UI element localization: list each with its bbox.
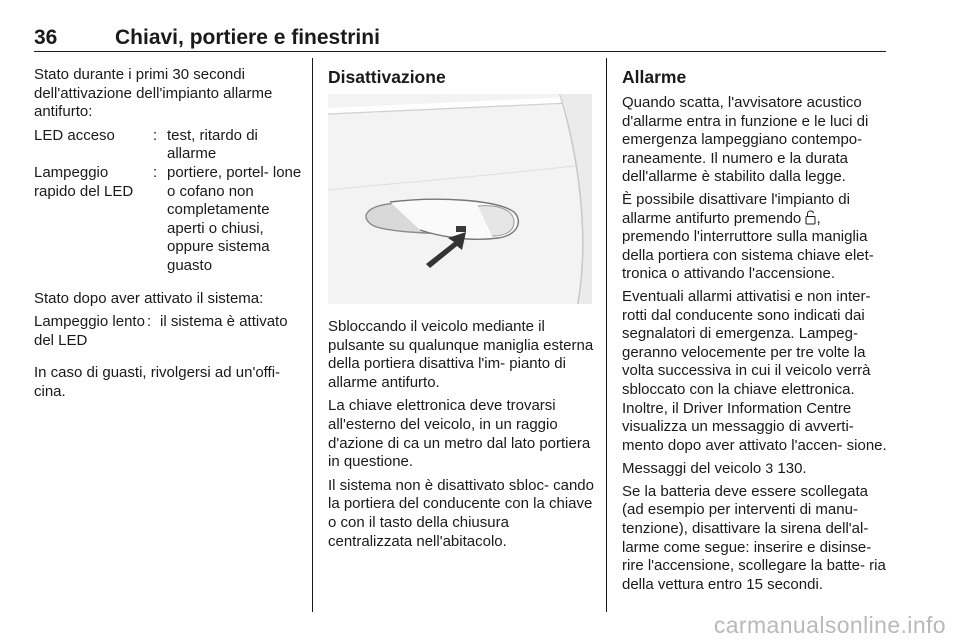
status-desc: portiere, portel- lone o cofano non completamente aperti o chiusi, oppure sistema guasto [167, 163, 302, 274]
alarm-text-2-start: È possibile disattivare l'impianto di allarme antifurto premendo [622, 190, 850, 227]
column-divider [606, 58, 607, 612]
column-alarm-status [34, 66, 302, 407]
status-term: Lampeggio lento del LED [34, 313, 145, 349]
alarm-text-1: Quando scatta, l'avvisatore acustico d'allarme entra in funzione e le luci di emergenza lampeggiano contempo- raneamente. Il numero e la durata dell'allarme è stabilito dalla legge. [622, 94, 869, 186]
page-number: 36 [34, 26, 58, 49]
status-term: LED acceso [34, 126, 115, 144]
door-handle-illustration [328, 94, 592, 304]
page-reference-arrow-icon: 3 [765, 460, 774, 477]
alarm-text-4 [622, 459, 888, 479]
page-header [34, 26, 886, 52]
status-term: Lampeggio rapido del LED [34, 163, 134, 200]
deactivation-text-2: La chiave elettronica deve trovarsi all'esterno del veicolo, in un raggio d'azione di ca un metro dal lato portiera in questione. [328, 397, 591, 471]
column-divider [312, 58, 313, 612]
column-deactivation [328, 66, 594, 556]
status-desc: il sistema è attivato [160, 313, 288, 331]
unlock-icon [805, 210, 816, 225]
watermark: carmanualsonline.info [713, 612, 946, 638]
status-row-led-fast [34, 164, 302, 276]
alarm-text-2 [622, 191, 888, 284]
section-heading-deactivation: Disattivazione [328, 67, 446, 87]
fault-text: In caso di guasti, rivolgersi ad un'offi- cina. [34, 364, 281, 400]
page-reference-number: 130. [777, 460, 807, 478]
section-heading-alarm: Allarme [622, 67, 687, 87]
status-colon: : [153, 163, 158, 181]
vehicle-messages-label: Messaggi del veicolo [622, 460, 762, 478]
chapter-title: Chiavi, portiere e finestrini [115, 26, 380, 49]
status-colon: : [147, 313, 152, 331]
status-after-intro: Stato dopo aver attivato il sistema: [34, 289, 264, 307]
deactivation-text-1: Sbloccando il veicolo mediante il pulsante su qualunque maniglia esterna della portiera disattiva l'im- pianto di allarme antifurto. [328, 318, 594, 391]
status-desc: test, ritardo di allarme [167, 126, 258, 163]
alarm-text-5: Se la batteria deve essere scollegata (ad esempio per interventi di manu- tenzione), disattivare la sirena dell'al- larme come segue: inserire e disinse- rire l'accensione, scollegare la batte- ria della vettura entro 15 secondi. [622, 482, 886, 593]
status-intro: Stato durante i primi 30 secondi dell'attivazione dell'impianto allarme antifurto: [34, 66, 273, 121]
alarm-text-3: Eventuali allarmi attivatisi e non inter- rotti dal conducente sono indicati dai segnalatori di emergenza. Lampeg- geranno velocemente per tre volte la volta successiva in cui il veicolo verrà sbloccato con la chiave elettronica. Inoltre, il Driver Information Centre visualizza un messaggio di avverti- mento dopo aver attivato l'accen- sione. [622, 287, 887, 454]
status-row-led-slow [34, 313, 302, 350]
status-colon: : [153, 126, 158, 144]
alarm-text-2-end: , premendo l'interruttore sulla maniglia della portiera con sistema chiave elet- tronica o attivando l'accensione. [622, 209, 874, 283]
status-row-led-on [34, 127, 302, 164]
deactivation-text-3: Il sistema non è disattivato sbloc- cando la portiera del conducente con la chiave o con il tasto della chiusura centralizzata nell'abitacolo. [328, 476, 594, 550]
column-alarm [622, 66, 888, 598]
